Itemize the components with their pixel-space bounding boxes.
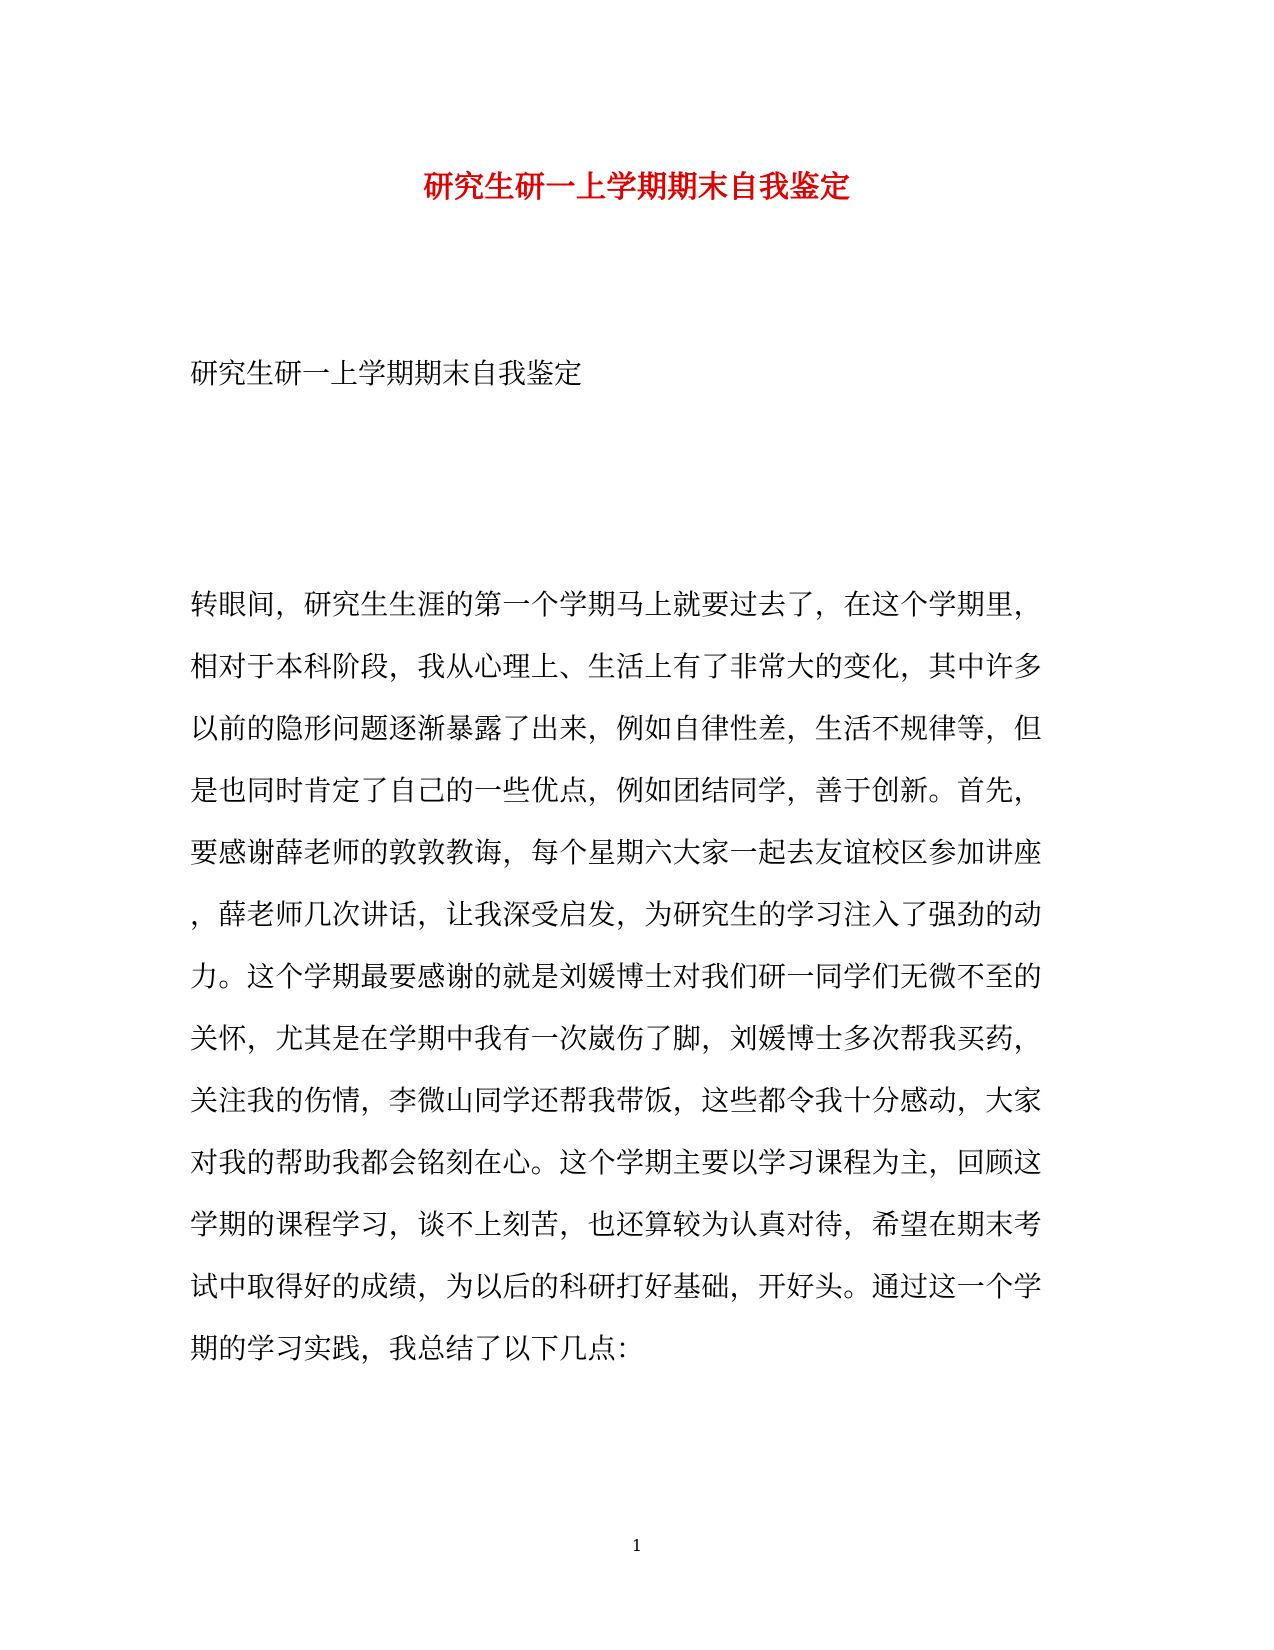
body-line: 力。这个学期最要感谢的就是刘媛博士对我们研一同学们无微不至的 bbox=[190, 960, 1043, 993]
document-title: 研究生研一上学期期末自我鉴定 bbox=[423, 170, 851, 205]
body-line: 是也同时肯定了自己的一些优点，例如团结同学，善于创新。首先， bbox=[190, 774, 1043, 807]
body-line: 转眼间，研究生生涯的第一个学期马上就要过去了，在这个学期里， bbox=[190, 588, 1043, 621]
body-line: 以前的隐形问题逐渐暴露了出来，例如自律性差，生活不规律等，但 bbox=[190, 712, 1043, 745]
body-line: 关注我的伤情，李微山同学还帮我带饭，这些都令我十分感动，大家 bbox=[190, 1084, 1043, 1117]
body-line: 试中取得好的成绩，为以后的科研打好基础，开好头。通过这一个学 bbox=[190, 1270, 1043, 1303]
body-line: ，薛老师几次讲话，让我深受启发，为研究生的学习注入了强劲的动 bbox=[190, 898, 1043, 931]
body-line: 相对于本科阶段，我从心理上、生活上有了非常大的变化，其中许多 bbox=[190, 650, 1043, 683]
document-subtitle: 研究生研一上学期期末自我鉴定 bbox=[190, 357, 583, 390]
page-number: 1 bbox=[631, 1536, 643, 1555]
body-line: 期的学习实践，我总结了以下几点： bbox=[190, 1332, 645, 1365]
body-paragraph bbox=[190, 574, 1090, 1380]
body-line: 学期的课程学习，谈不上刻苦，也还算较为认真对待，希望在期末考 bbox=[190, 1208, 1043, 1241]
body-line: 对我的帮助我都会铭刻在心。这个学期主要以学习课程为主，回顾这 bbox=[190, 1146, 1043, 1179]
body-line: 关怀，尤其是在学期中我有一次崴伤了脚，刘媛博士多次帮我买药， bbox=[190, 1022, 1043, 1055]
body-line: 要感谢薛老师的敦敦教诲，每个星期六大家一起去友谊校区参加讲座 bbox=[190, 836, 1043, 869]
